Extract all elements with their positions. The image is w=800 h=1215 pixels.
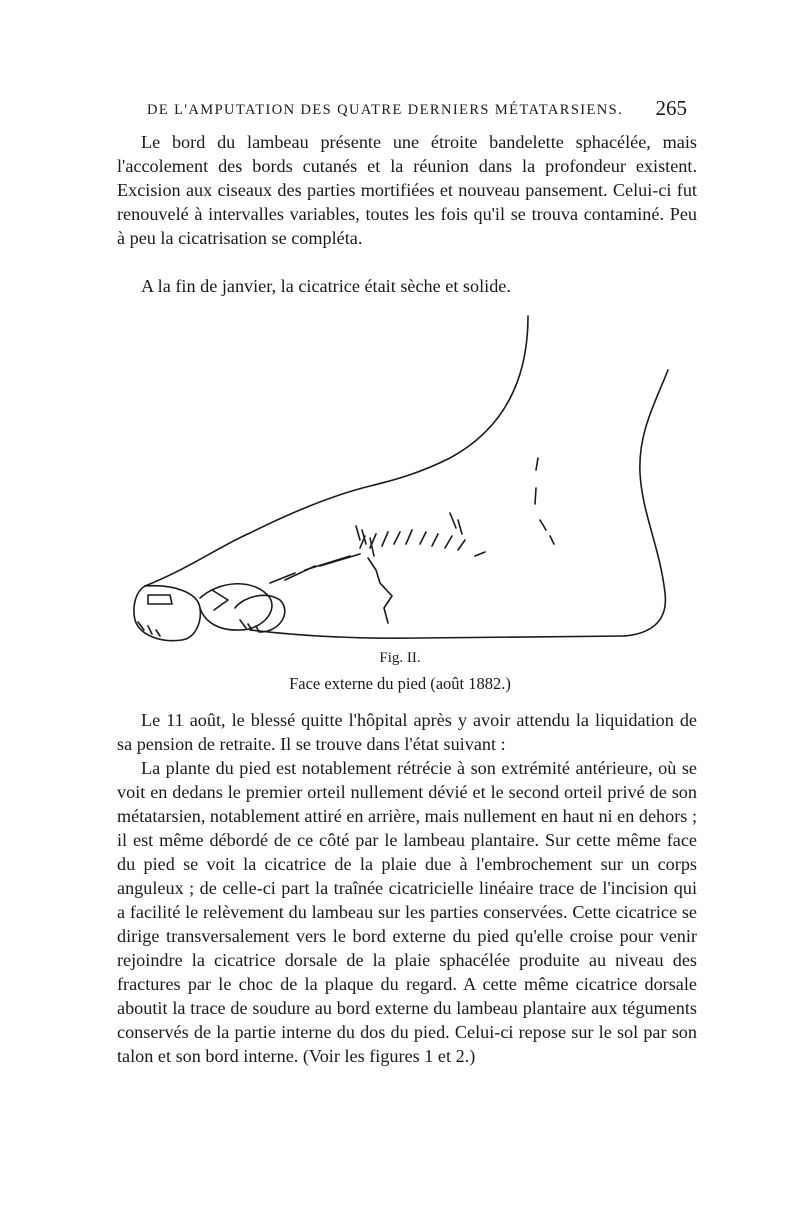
foot-heel-line [625, 370, 668, 636]
figure-caption: Face externe du pied (août 1882.) [289, 674, 511, 693]
running-head [147, 96, 687, 124]
third-toe [235, 595, 285, 632]
foot-dorsum-line [145, 316, 528, 586]
foot-sole-line [250, 630, 625, 638]
paragraph-2: A la fin de janvier, la cicatrice était sèche et solide. [141, 276, 511, 296]
malleolus-marks [535, 458, 554, 544]
figure-label: Fig. II. [379, 650, 421, 666]
page-number: 265 [655, 96, 687, 120]
big-toe-nail [148, 595, 172, 604]
paragraph-1: Le bord du lambeau présente une étroite bandelette sphacélée, mais l'accolement des bords cutanés et la réunion dans la profondeur existent. Excision aux ciseaux des parties mortifiées et nouveau pansement. Celui-ci fut renouvelé à intervalles variables, toutes les fois qu'il se trouva contaminé. Peu à peu la cicatrisation se compléta. [117, 132, 697, 248]
foot-illustration [120, 308, 700, 653]
running-title: DE L'AMPUTATION DES QUATRE DERNIERS MÉTATARSIENS. [147, 102, 624, 118]
big-toe [134, 586, 200, 641]
paragraph-3: Le 11 août, le blessé quitte l'hôpital après y avoir attendu la liquidation de sa pension de retraite. Il se trouve dans l'état suivant : [117, 710, 697, 754]
paragraph-4: La plante du pied est notablement rétrécie à son extrémité antérieure, où se voit en dedans le premier orteil nullement dévié et le second orteil privé de son métatarsien, notablement attiré en arrière, mais nullement en haut ni en dehors ; il est même débordé de ce côté par le lambeau plantaire. Sur cette même face du pied se voit la cicatrice de la plaie due à l'embrochement sur un corps anguleux ; de celle-ci part la traînée cicatricielle linéaire trace de l'incision qui a facilité le relèvement du lambeau sur les parties conservées. Cette cicatrice se dirige transversalement vers le bord externe du pied qu'elle croise pour venir rejoindre la cicatrice dorsale de la plaie sphacélée produite au niveau des fractures par le choc de la plaque du regard. A cette même cicatrice dorsale aboutit la trace de soudure au bord externe du lambeau plantaire aux téguments conservés de la partie interne du dos du pied. Celui-ci repose sur le sol par son talon et son bord interne. (Voir les figures 1 et 2.) [117, 758, 697, 1066]
